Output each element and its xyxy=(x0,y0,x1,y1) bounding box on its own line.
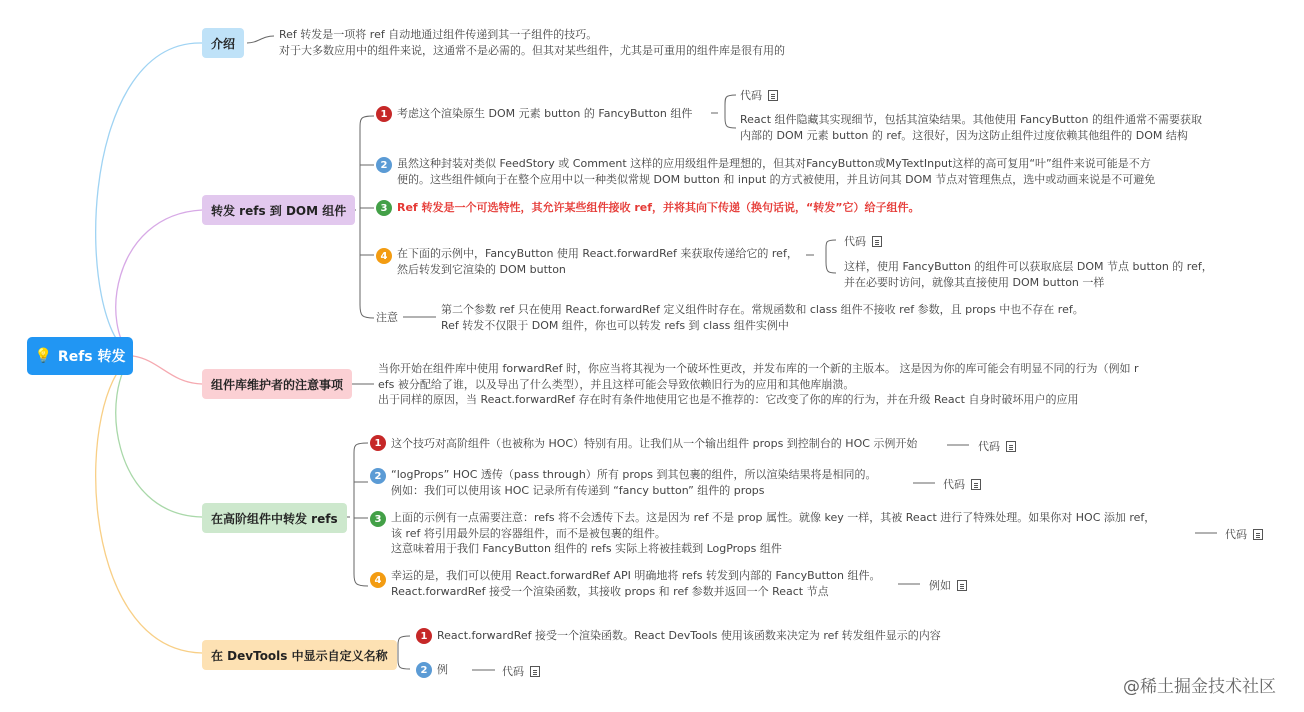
item-line: 在下面的示例中，FancyButton 使用 React.forwardRef 来获取传递给它的 ref， xyxy=(397,247,798,260)
badge-2: 2 xyxy=(370,468,386,484)
root-label: Refs 转发 xyxy=(57,349,126,365)
intro-line: 对于大多数应用中的组件来说，这通常不是必需的。但其对某些组件，尤其是可重用的组件库是很有用的 xyxy=(279,43,785,57)
note-icon xyxy=(768,90,778,101)
branch-forward-refs[interactable] xyxy=(202,195,355,225)
hoc-item-3 xyxy=(391,510,1155,557)
item-line: 幸运的是，我们可以使用 React.forwardRef API 明确地将 refs 转发到内部的 FancyButton 组件。 xyxy=(391,569,881,582)
maintainer-line: 当你开始在组件库中使用 forwardRef 时，你应当将其视为一个破坏性更改，并发布库的一个新的主版本。 这是因为你的库可能会有明显不同的行为（例如 r xyxy=(378,362,1139,375)
branch-intro[interactable] xyxy=(202,28,244,58)
detail-line: 并在必要时访问，就像其直接使用 DOM button 一样 xyxy=(844,275,1105,289)
forward-item-1-detail xyxy=(740,112,1202,143)
maintainer-line: efs 被分配给了谁，以及导出了什么类型），并且这样可能会导致依赖旧行为的应用和其他库崩溃。 xyxy=(378,377,855,391)
forward-item-4-detail xyxy=(844,259,1213,290)
code-label: 代码 xyxy=(1225,528,1247,541)
note-line: 第二个参数 ref 只在使用 React.forwardRef 定义组件时存在。常规函数和 class 组件不接收 ref 参数，且 props 中也不存在 ref。 xyxy=(441,303,1084,316)
badge-2: 2 xyxy=(376,157,392,173)
lightbulb-icon: 💡 xyxy=(34,348,52,364)
forward-item-1 xyxy=(397,106,692,122)
badge-4: 4 xyxy=(370,572,386,588)
devtools-item-2 xyxy=(437,662,448,678)
branch-maintainer-label: 组件库维护者的注意事项 xyxy=(211,377,344,392)
example-label: 例如 xyxy=(929,579,951,592)
note-icon xyxy=(1006,441,1016,452)
badge-2: 2 xyxy=(416,662,432,678)
code-label: 代码 xyxy=(502,665,524,678)
intro-line: Ref 转发是一项将 ref 自动地通过组件传递到其一子组件的技巧。 xyxy=(279,28,598,41)
intro-text xyxy=(279,27,785,58)
maintainer-text xyxy=(378,361,1138,408)
item-line: “logProps” HOC 透传（pass through）所有 props 到其包裹的组件，所以渲染结果将是相同的。 xyxy=(391,468,877,481)
code-link[interactable] xyxy=(740,87,778,103)
note-label: 注意 xyxy=(376,311,398,324)
item-line: 这意味着用于我们 FancyButton 组件的 refs 实际上将被挂载到 LogProps 组件 xyxy=(391,542,782,555)
item-line: 上面的示例有一点需要注意：refs 将不会透传下去。这是因为 ref 不是 prop 属性。就像 key 一样，其被 React 进行了特殊处理。如果你对 HOC 添加 ref， xyxy=(391,511,1156,524)
item-line: 该 ref 将引用最外层的容器组件，而不是被包裹的组件。 xyxy=(391,526,666,540)
note-text xyxy=(441,302,1084,333)
code-link[interactable] xyxy=(943,476,981,492)
item-line: React.forwardRef 接受一个渲染函数，其接收 props 和 ref 参数并返回一个 React 节点 xyxy=(391,584,829,598)
item-line: 考虑这个渲染原生 DOM 元素 button 的 FancyButton 组件 xyxy=(397,107,693,120)
forward-item-2 xyxy=(397,156,1155,187)
badge-3: 3 xyxy=(370,511,386,527)
note-icon xyxy=(1253,529,1263,540)
note-line: Ref 转发不仅限于 DOM 组件，你也可以转发 refs 到 class 组件实例中 xyxy=(441,318,789,332)
forward-item-3 xyxy=(397,200,920,216)
item-line: Ref 转发是一个可选特性，其允许某些组件接收 ref，并将其向下传递（换句话说，“转发”它）给子组件。 xyxy=(397,201,920,214)
code-link[interactable] xyxy=(844,233,882,249)
code-link[interactable] xyxy=(978,438,1016,454)
code-label: 代码 xyxy=(740,89,762,102)
hoc-item-4 xyxy=(391,568,880,599)
badge-1: 1 xyxy=(370,435,386,451)
code-label: 代码 xyxy=(978,440,1000,453)
root-node[interactable] xyxy=(27,337,133,375)
item-line: 例 xyxy=(437,663,448,676)
item-line: 便的。这些组件倾向于在整个应用中以一种类似常规 DOM button 和 input 的方式被使用，并且访问其 DOM 节点对管理焦点，选中或动画来说是不可避免 xyxy=(397,172,1156,186)
item-line: React.forwardRef 接受一个渲染函数。React DevTools 使用该函数来决定为 ref 转发组件显示的内容 xyxy=(437,629,941,642)
badge-1: 1 xyxy=(376,106,392,122)
badge-3: 3 xyxy=(376,200,392,216)
branch-hoc-label: 在高阶组件中转发 refs xyxy=(211,511,338,526)
detail-line: 这样，使用 FancyButton 的组件可以获取底层 DOM 节点 button 的 ref， xyxy=(844,260,1213,273)
badge-4: 4 xyxy=(376,248,392,264)
item-line: 例如：我们可以使用该 HOC 记录所有传递到 “fancy button” 组件的 props xyxy=(391,483,765,497)
item-line: 虽然这种封装对类似 FeedStory 或 Comment 这样的应用级组件是理想的，但其对FancyButton或MyTextInput这样的高可复用“叶”组件来说可能是不方 xyxy=(397,157,1151,170)
note-icon xyxy=(530,666,540,677)
note-icon xyxy=(971,479,981,490)
branch-hoc[interactable] xyxy=(202,503,347,533)
hoc-item-2 xyxy=(391,467,877,498)
example-link[interactable] xyxy=(929,577,967,593)
code-label: 代码 xyxy=(844,235,866,248)
item-line: 然后转发到它渲染的 DOM button xyxy=(397,262,566,276)
branch-maintainer-notes[interactable] xyxy=(202,369,352,399)
note-icon xyxy=(957,580,967,591)
branch-devtools[interactable] xyxy=(202,640,397,670)
code-label: 代码 xyxy=(943,478,965,491)
hoc-item-1 xyxy=(391,436,917,452)
forward-item-4 xyxy=(397,246,798,277)
maintainer-line: 出于同样的原因，当 React.forwardRef 存在时有条件地使用它也是不推荐的：它改变了你的库的行为，并在升级 React 自身时破坏用户的应用 xyxy=(378,393,1079,406)
branch-intro-label: 介绍 xyxy=(211,36,236,51)
branch-forward-label: 转发 refs 到 DOM 组件 xyxy=(211,203,347,218)
branch-devtools-label: 在 DevTools 中显示自定义名称 xyxy=(211,648,388,663)
code-link[interactable] xyxy=(502,663,540,679)
detail-line: React 组件隐藏其实现细节，包括其渲染结果。其他使用 FancyButton 的组件通常不需要获取 xyxy=(740,113,1202,126)
watermark: @稀土掘金技术社区 xyxy=(1123,677,1276,697)
badge-1: 1 xyxy=(416,628,432,644)
devtools-item-1 xyxy=(437,628,941,644)
item-line: 这个技巧对高阶组件（也被称为 HOC）特别有用。让我们从一个输出组件 props 到控制台的 HOC 示例开始 xyxy=(391,437,918,450)
detail-line: 内部的 DOM 元素 button 的 ref。这很好，因为这防止组件过度依赖其他组件的 DOM 结构 xyxy=(740,128,1188,142)
note-icon xyxy=(872,236,882,247)
code-link[interactable] xyxy=(1225,526,1263,542)
